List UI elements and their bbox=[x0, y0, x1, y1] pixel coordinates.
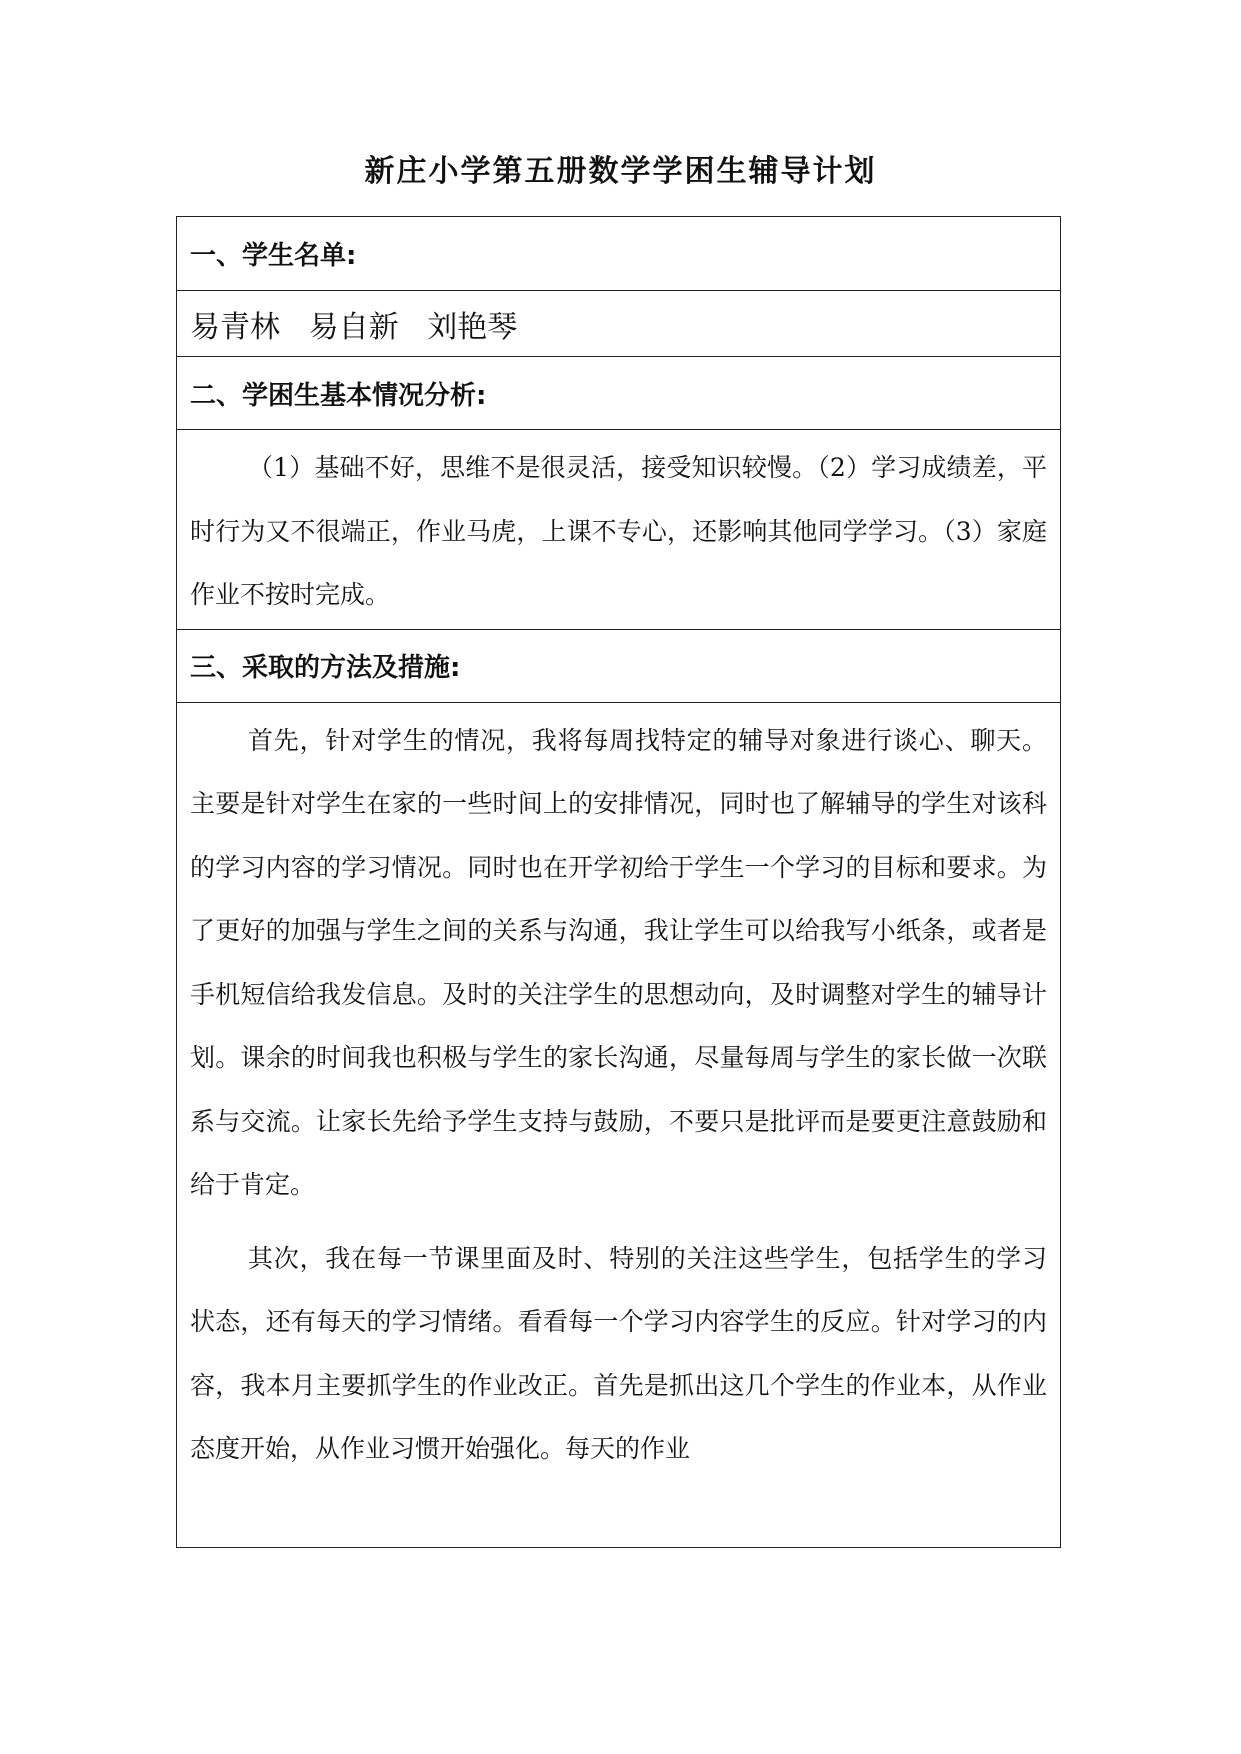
section-heading-measures: 三、采取的方法及措施: bbox=[177, 629, 1060, 702]
section-heading-analysis: 二、学困生基本情况分析: bbox=[177, 356, 1060, 429]
document-title: 新庄小学第五册数学学困生辅导计划 bbox=[364, 154, 877, 189]
plan-table bbox=[176, 216, 1061, 1548]
section-heading-student-list: 一、学生名单: bbox=[190, 241, 357, 271]
measures-paragraph-1: 首先，针对学生的情况，我将每周找特定的辅导对象进行谈心、聊天。主要是针对学生在家的一些时间上的安排情况，同时也了解辅导的学生对该科的学习内容的学习情况。同时也在开学初给于学生一个学习的目标和要求。为了更好的加强与学生之间的关系与沟通，我让学生可以给我写小纸条，或者是手机短信给我发信息。及时的关注学生的思想动向，及时调整对学生的辅导计划。课余的时间我也积极与学生的家长沟通，尽量每周与学生的家长做一次联系与交流。让家长先给予学生支持与鼓励，不要只是批评而是要更注意鼓励和给于肯定。 bbox=[190, 725, 1047, 1199]
measures-paragraph-2: 其次，我在每一节课里面及时、特别的关注这些学生，包括学生的学习状态，还有每天的学习情绪。看看每一个学习内容学生的反应。针对学习的内容，我本月主要抓学生的作业改正。首先是抓出这几个学生的作业本，从作业态度开始，从作业习惯开始强化。每天的作业 bbox=[190, 1243, 1047, 1463]
analysis-cell bbox=[177, 429, 1060, 629]
analysis-text: （1）基础不好，思维不是很灵活，接受知识较慢。（2）学习成绩差，平时行为又不很端正，作业马虎，上课不专心，还影响其他同学学习。（3）家庭作业不按时完成。 bbox=[190, 453, 1047, 609]
measures-cell bbox=[177, 702, 1060, 1547]
student-names: 易青林 易自新 刘艳琴 bbox=[177, 290, 1060, 356]
